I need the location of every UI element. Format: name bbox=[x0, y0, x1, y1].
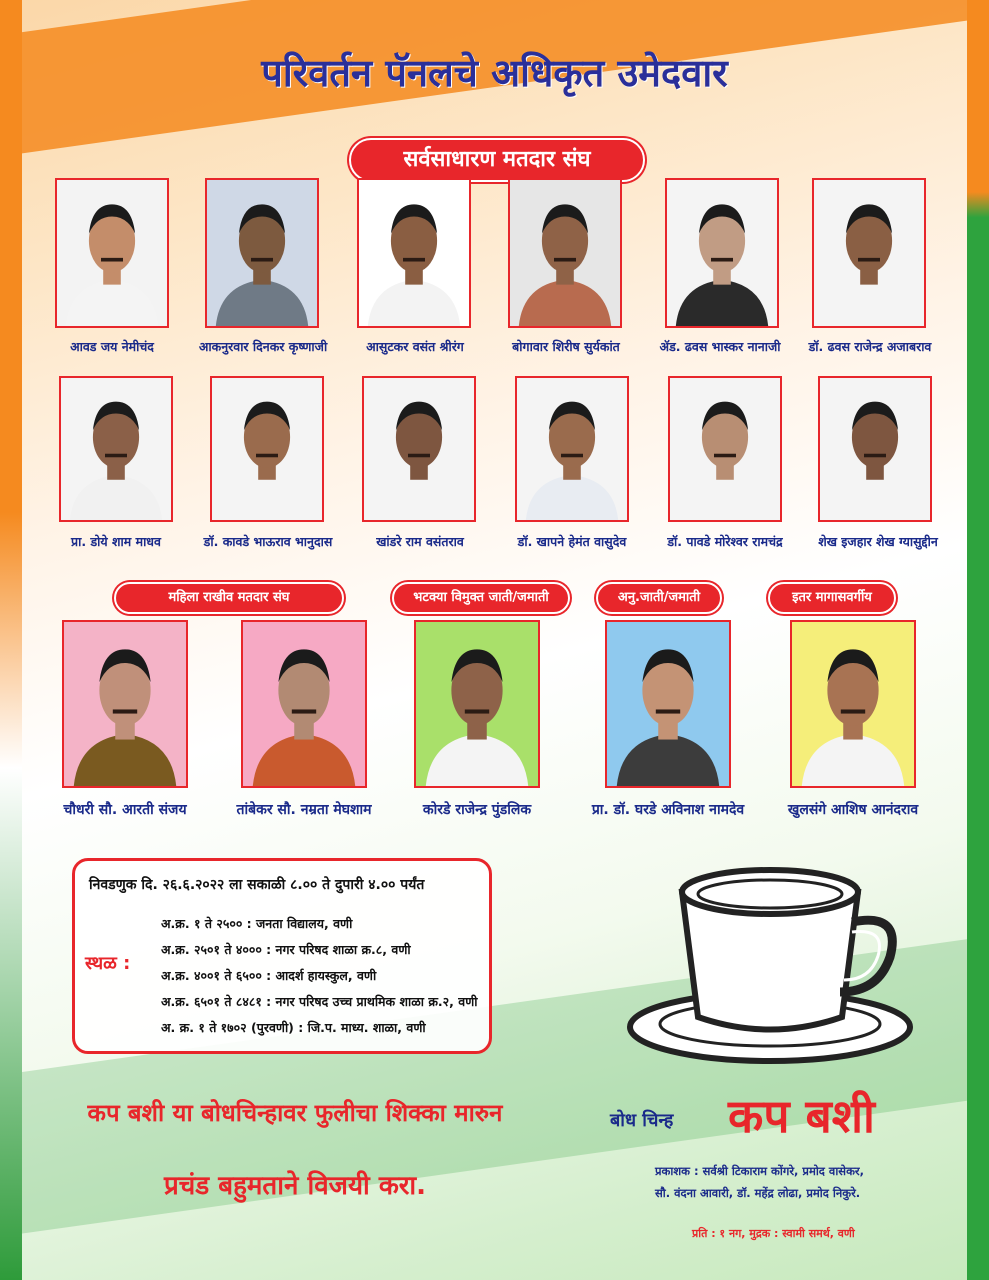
candidate-photo bbox=[55, 178, 169, 328]
candidate-photo bbox=[665, 178, 779, 328]
booth-line: अ.क्र. २५०१ ते ४००० : नगर परिषद शाळा क्र.८, वणी bbox=[161, 942, 411, 957]
candidate-portrait-icon bbox=[57, 180, 167, 326]
candidate-name: प्रा. डोये शाम माधव bbox=[71, 534, 161, 549]
candidate-portrait-icon bbox=[416, 622, 538, 786]
left-border-stripe bbox=[0, 0, 22, 1280]
candidate-portrait-icon bbox=[670, 378, 780, 520]
booth-line: अ. क्र. १ ते १७०२ (पुरवणी) : जि.प. माध्य. शाळा, वणी bbox=[161, 1020, 426, 1035]
appeal-line-2: प्रचंड बहुमताने विजयी करा. bbox=[163, 1171, 427, 1201]
candidate-photo bbox=[205, 178, 319, 328]
candidate-portrait-icon bbox=[212, 378, 322, 520]
candidate-photo bbox=[668, 376, 782, 522]
candidate-name: कोरडे राजेन्द्र पुंडलिक bbox=[422, 802, 532, 818]
women-reserved-banner: महिला राखीव मतदार संघ bbox=[114, 582, 344, 614]
candidate-portrait-icon bbox=[243, 622, 365, 786]
appeal-line-1: कप बशी या बोधचिन्हावर फुलीचा शिक्का मारुन bbox=[87, 1099, 503, 1127]
candidate-photo bbox=[357, 178, 471, 328]
booth-line: अ.क्र. १ ते २५०० : जनता विद्यालय, वणी bbox=[161, 916, 353, 931]
candidate-portrait-icon bbox=[64, 622, 186, 786]
obc-banner: इतर मागासवर्गीय bbox=[768, 582, 896, 614]
candidate-photo bbox=[515, 376, 629, 522]
candidate-photo bbox=[508, 178, 622, 328]
publisher-line-2: सौ. वंदना आवारी, डॉ. महेंद्र लोढा, प्रमोद निकुरे. bbox=[655, 1186, 861, 1200]
candidate-name: डॉ. ढवस राजेन्द्र अजाबराव bbox=[808, 339, 932, 354]
candidate-name: आकनुरवार दिनकर कृष्णाजी bbox=[198, 339, 328, 354]
candidate-name: आवड जय नेमीचंद bbox=[70, 339, 154, 354]
printer-line: प्रति : १ नग, मुद्रक : स्वामी समर्थ, वणी bbox=[692, 1227, 855, 1240]
candidate-portrait-icon bbox=[792, 622, 914, 786]
candidate-name: आसुटकर वसंत श्रीरंग bbox=[366, 339, 464, 354]
candidate-name: खांडरे राम वसंतराव bbox=[376, 534, 464, 549]
publisher-line-1: प्रकाशक : सर्वश्री टिकाराम कोंगरे, प्रमोद वासेकर, bbox=[655, 1164, 864, 1178]
candidate-name: खुलसंगे आशिष आनंदराव bbox=[787, 802, 919, 818]
candidate-name: डॉ. खापने हेमंत वासुदेव bbox=[517, 534, 627, 549]
candidate-name: शेख इजहार शेख ग्यासुद्दीन bbox=[818, 534, 938, 549]
candidate-name: चौधरी सौ. आरती संजय bbox=[63, 802, 187, 818]
candidate-portrait-icon bbox=[207, 180, 317, 326]
election-date-heading: निवडणुक दि. २६.६.२०२२ ला सकाळी ८.०० ते दुपारी ४.०० पर्यंत bbox=[89, 877, 425, 893]
candidate-portrait-icon bbox=[820, 378, 930, 520]
candidate-name: तांबेकर सौ. नम्रता मेघशाम bbox=[236, 802, 372, 818]
candidate-name: डॉ. कावडे भाऊराव भानुदास bbox=[203, 534, 333, 549]
candidate-portrait-icon bbox=[61, 378, 171, 520]
booth-line: अ.क्र. ६५०१ ते ८४८१ : नगर परिषद उच्च प्राथमिक शाळा क्र.२, वणी bbox=[161, 994, 478, 1009]
candidate-photo bbox=[790, 620, 916, 788]
candidate-photo bbox=[59, 376, 173, 522]
candidate-portrait-icon bbox=[814, 180, 924, 326]
cup-saucer-symbol bbox=[620, 852, 920, 1072]
symbol-name: कप बशी bbox=[728, 1089, 875, 1143]
scheduled-caste-banner: अनु.जाती/जमाती bbox=[596, 582, 722, 614]
candidate-portrait-icon bbox=[667, 180, 777, 326]
candidate-name: ॲड. ढवस भास्कर नानाजी bbox=[659, 339, 781, 354]
candidate-photo bbox=[818, 376, 932, 522]
candidate-photo bbox=[362, 376, 476, 522]
candidate-name: डॉ. पावडे मोरेश्वर रामचंद्र bbox=[667, 534, 783, 549]
candidate-name: बोगावार शिरीष सुर्यकांत bbox=[512, 339, 620, 354]
poster-title: परिवर्तन पॅनलचे अधिकृत उमेदवार bbox=[261, 51, 728, 95]
symbol-label: बोध चिन्ह bbox=[610, 1110, 674, 1131]
place-label: स्थळ : bbox=[85, 953, 131, 974]
right-border-stripe bbox=[967, 0, 989, 1280]
general-constituency-banner: सर्वसाधारण मतदार संघ bbox=[349, 138, 645, 182]
candidate-portrait-icon bbox=[510, 180, 620, 326]
election-info-box bbox=[72, 858, 492, 1054]
candidate-photo bbox=[241, 620, 367, 788]
nomadic-tribes-banner: भटक्या विमुक्त जाती/जमाती bbox=[392, 582, 570, 614]
candidate-photo bbox=[414, 620, 540, 788]
candidate-name: प्रा. डॉ. घरडे अविनाश नामदेव bbox=[591, 802, 745, 818]
candidate-portrait-icon bbox=[607, 622, 729, 786]
candidate-photo bbox=[62, 620, 188, 788]
candidate-portrait-icon bbox=[517, 378, 627, 520]
candidate-photo bbox=[605, 620, 731, 788]
candidate-portrait-icon bbox=[364, 378, 474, 520]
candidate-photo bbox=[812, 178, 926, 328]
candidate-portrait-icon bbox=[359, 180, 469, 326]
candidate-photo bbox=[210, 376, 324, 522]
booth-line: अ.क्र. ४००१ ते ६५०० : आदर्श हायस्कुल, वणी bbox=[161, 968, 377, 983]
